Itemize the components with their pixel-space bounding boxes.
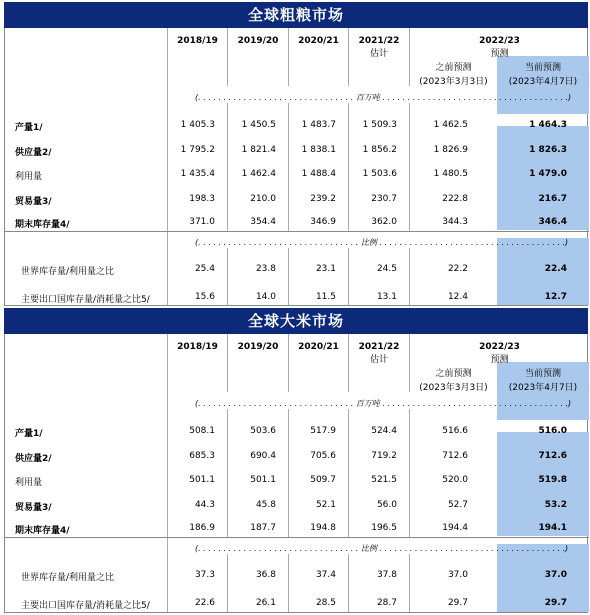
row-label: 主要出口国库存量/消耗量之比5/ <box>21 601 150 611</box>
cell: 22.4 <box>544 264 567 274</box>
header-estimate: 估计 <box>369 355 388 365</box>
cell: 719.2 <box>371 451 397 461</box>
cell: 520.0 <box>442 475 468 485</box>
cell: 362.0 <box>371 217 397 227</box>
cell: 13.1 <box>376 292 397 302</box>
cell: 501.1 <box>250 475 276 485</box>
cell: 1 483.7 <box>301 120 336 130</box>
cell: 36.8 <box>255 570 276 580</box>
row-label: 供应量2/ <box>15 454 52 464</box>
header-projection: 预测 <box>490 355 509 365</box>
cell: 24.5 <box>376 264 397 274</box>
cell: 37.0 <box>544 570 567 580</box>
cell: 52.7 <box>447 500 468 510</box>
cell: 22.2 <box>447 264 468 274</box>
section-title: 全球粗粮市场 <box>4 2 588 28</box>
header-year: 2022/23 <box>479 36 520 46</box>
cell: 344.3 <box>442 217 468 227</box>
cell: 186.9 <box>189 523 215 533</box>
rice-section <box>4 308 588 613</box>
cell: 346.9 <box>310 217 336 227</box>
cell: 1 480.5 <box>433 169 468 179</box>
header-projection: 预测 <box>490 49 509 59</box>
cell: 22.6 <box>194 598 215 608</box>
cell: 216.7 <box>538 194 567 204</box>
header-year: 2018/19 <box>177 36 218 46</box>
cell: 1 462.4 <box>241 169 276 179</box>
cell: 509.7 <box>310 475 336 485</box>
cell: 194.4 <box>442 523 468 533</box>
cell: 501.1 <box>189 475 215 485</box>
cell: 1 821.4 <box>241 145 276 155</box>
header-year: 2020/21 <box>298 36 339 46</box>
unit-million-tons: (. . . . . . . . . . . . . . . . . . . . . . . . . . . . . . . 百万吨 . . . . . . . . . . . . . . . . . . . . . . . . . . . . . . . . . . . . .) <box>195 93 572 102</box>
row-label: 世界库存量/利用量之比 <box>21 573 115 583</box>
cell: 346.4 <box>538 217 567 227</box>
row-label: 利用量 <box>15 172 43 182</box>
cell: 12.4 <box>447 292 468 302</box>
cell: 354.4 <box>250 217 276 227</box>
unit-ratio: (. . . . . . . . . . . . . . . . . . . . . . . . . . . . . . . . 比例 . . . . . . . . . . . . . . . . . . . . . . . . . . . . . . . . . . . . .) <box>195 544 569 553</box>
cell: 194.1 <box>538 523 567 533</box>
cell: 29.7 <box>447 598 468 608</box>
cell: 690.4 <box>250 451 276 461</box>
header-prev-date: (2023年3月3日) <box>419 383 488 393</box>
cell: 1 838.1 <box>301 145 336 155</box>
cell: 14.0 <box>255 292 276 302</box>
cell: 198.3 <box>189 194 215 204</box>
cell: 28.5 <box>315 598 336 608</box>
cell: 37.8 <box>376 570 397 580</box>
cell: 503.6 <box>250 426 276 436</box>
row-label: 主要出口国库存量/消耗量之比5/ <box>21 295 150 305</box>
cell: 29.7 <box>544 598 567 608</box>
cell: 26.1 <box>255 598 276 608</box>
row-label: 利用量 <box>15 478 43 488</box>
row-label: 期末库存量4/ <box>15 220 70 230</box>
cell: 45.8 <box>255 500 276 510</box>
cell: 516.6 <box>442 426 468 436</box>
cell: 1 479.0 <box>529 169 567 179</box>
cell: 11.5 <box>315 292 336 302</box>
cell: 23.8 <box>255 264 276 274</box>
unit-million-tons: (. . . . . . . . . . . . . . . . . . . . . . . . . . . . . . . 百万吨 . . . . . . . . . . . . . . . . . . . . . . . . . . . . . . . . . . . . .) <box>195 399 572 408</box>
row-label: 供应量2/ <box>15 148 52 158</box>
header-estimate: 估计 <box>369 49 388 59</box>
row-label: 产量1/ <box>15 429 43 439</box>
cell: 712.6 <box>538 451 567 461</box>
cell: 1 856.2 <box>362 145 397 155</box>
cell: 37.0 <box>447 570 468 580</box>
cell: 28.7 <box>376 598 397 608</box>
cell: 521.5 <box>371 475 397 485</box>
cell: 508.1 <box>189 426 215 436</box>
cell: 196.5 <box>371 523 397 533</box>
header-year: 2019/20 <box>237 36 279 46</box>
cell: 56.0 <box>376 500 397 510</box>
cell: 53.2 <box>544 500 567 510</box>
cell: 1 464.3 <box>529 120 567 130</box>
cell: 685.3 <box>189 451 215 461</box>
header-curr-label: 当前预测 <box>524 63 561 73</box>
cell: 44.3 <box>194 500 215 510</box>
cell: 15.6 <box>194 292 215 302</box>
header-prev-label: 之前预测 <box>435 369 472 379</box>
section-title: 全球大米市场 <box>4 308 588 334</box>
header-year: 2019/20 <box>237 342 279 352</box>
cell: 1 488.4 <box>301 169 336 179</box>
cell: 1 435.4 <box>180 169 215 179</box>
cell: 524.4 <box>371 426 397 436</box>
cell: 1 503.6 <box>362 169 397 179</box>
cell: 519.8 <box>538 475 567 485</box>
header-prev-date: (2023年3月3日) <box>419 77 488 87</box>
coarse-grain-section <box>4 2 588 306</box>
cell: 37.3 <box>194 570 215 580</box>
cell: 194.8 <box>310 523 336 533</box>
cell: 516.0 <box>538 426 567 436</box>
unit-ratio: (. . . . . . . . . . . . . . . . . . . . . . . . . . . . . . . . 比例 . . . . . . . . . . . . . . . . . . . . . . . . . . . . . . . . . . . . .) <box>195 238 569 247</box>
cell: 239.2 <box>310 194 336 204</box>
market-table <box>4 334 588 613</box>
header-curr-label: 当前预测 <box>524 369 561 379</box>
header-year: 2022/23 <box>479 342 520 352</box>
header-year: 2020/21 <box>298 342 339 352</box>
header-curr-date: (2023年4月7日) <box>508 383 578 393</box>
cell: 705.6 <box>310 451 336 461</box>
cell: 517.9 <box>310 426 336 436</box>
header-year: 2021/22 <box>358 342 400 352</box>
market-table <box>4 28 588 306</box>
row-label: 贸易量3/ <box>15 503 52 513</box>
row-label: 贸易量3/ <box>15 197 52 207</box>
cell: 23.1 <box>315 264 336 274</box>
header-prev-label: 之前预测 <box>435 63 472 73</box>
cell: 12.7 <box>544 292 567 302</box>
cell: 210.0 <box>250 194 276 204</box>
cell: 1 405.3 <box>180 120 215 130</box>
cell: 187.7 <box>250 523 276 533</box>
cell: 1 795.2 <box>180 145 215 155</box>
cell: 1 462.5 <box>433 120 468 130</box>
cell: 52.1 <box>315 500 336 510</box>
cell: 230.7 <box>371 194 397 204</box>
header-curr-date: (2023年4月7日) <box>508 77 578 87</box>
cell: 25.4 <box>194 264 215 274</box>
header-year: 2018/19 <box>177 342 218 352</box>
cell: 712.6 <box>442 451 468 461</box>
cell: 371.0 <box>189 217 215 227</box>
cell: 222.8 <box>442 194 468 204</box>
cell: 1 826.3 <box>529 145 567 155</box>
cell: 37.4 <box>315 570 336 580</box>
cell: 1 450.5 <box>241 120 276 130</box>
header-year: 2021/22 <box>358 36 400 46</box>
row-label: 产量1/ <box>15 123 43 133</box>
cell: 1 509.3 <box>362 120 397 130</box>
cell: 1 826.9 <box>433 145 468 155</box>
row-label: 世界库存量/利用量之比 <box>21 267 115 277</box>
row-label: 期末库存量4/ <box>15 526 70 536</box>
